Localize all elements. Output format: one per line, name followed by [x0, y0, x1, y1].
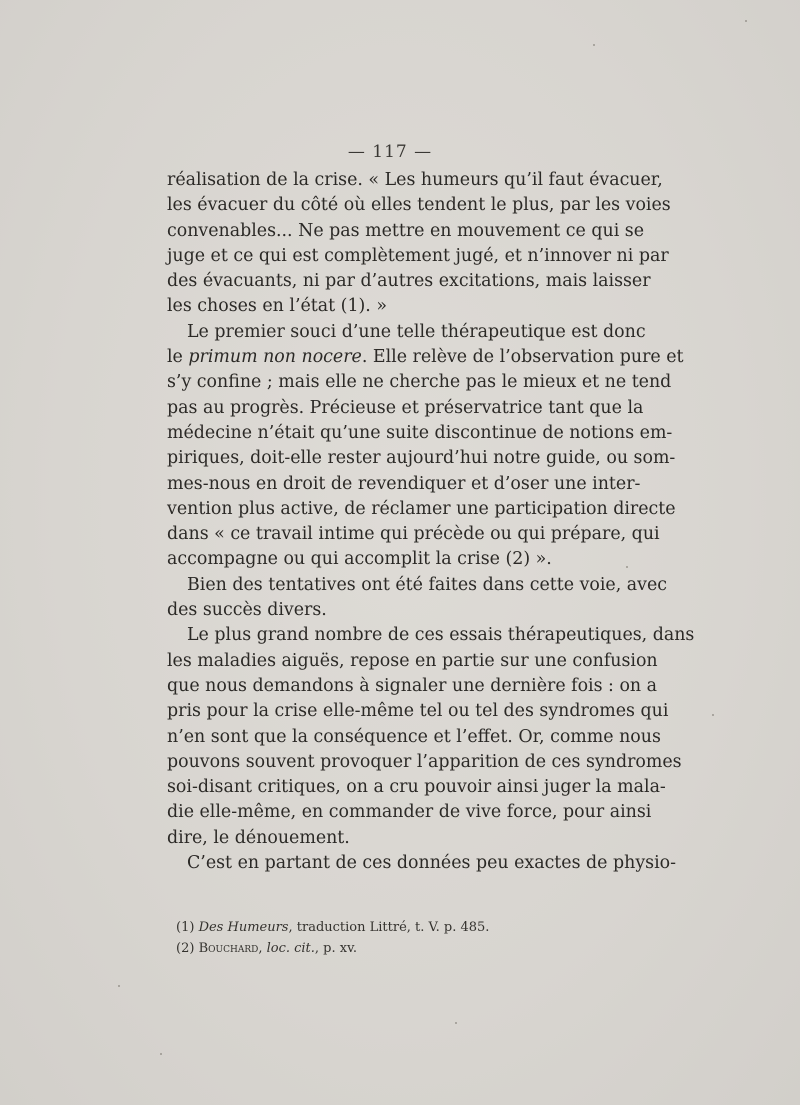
text-line: vention plus active, de réclamer une participation directe [167, 498, 676, 519]
paper-speck [593, 44, 595, 46]
text-line: médecine n’était qu’une suite discontinue de notions em- [167, 422, 673, 443]
footnote-separator: , [258, 941, 267, 956]
footnotes [176, 917, 606, 959]
text-line [167, 345, 684, 370]
text-line: die elle-même, en commander de vive force, pour ainsi [167, 802, 652, 823]
text-line: n’en sont que la conséquence et l’effet. Or, comme nous [167, 726, 661, 747]
text-line: Le plus grand nombre de ces essais thérapeutiques, dans [187, 625, 695, 646]
paper-speck [160, 1053, 162, 1055]
footnote-author: Bouchard [198, 941, 259, 956]
body-text [167, 168, 695, 876]
italic-phrase: primum non nocere [188, 347, 362, 368]
text-line: des évacuants, ni par d’autres excitations, mais laisser [167, 271, 651, 292]
text-line: pas au progrès. Précieuse et préservatrice tant que la [167, 397, 644, 418]
footnote-1 [176, 917, 606, 938]
paper-speck [118, 985, 120, 987]
text-line: les choses en l’état (1). » [167, 296, 387, 317]
text-line: les maladies aiguës, repose en partie sur une confusion [167, 650, 658, 671]
text-line: dans « ce travail intime qui précède ou qui prépare, qui [167, 524, 660, 545]
text-line: s’y confine ; mais elle ne cherche pas le mieux et ne tend [167, 372, 672, 393]
text-line: soi-disant critiques, on a cru pouvoir ainsi juger la mala- [167, 777, 666, 798]
paper-speck [626, 566, 628, 568]
text-line: des succès divers. [167, 600, 327, 621]
text-line: pouvons souvent provoquer l’apparition de ces syndromes [167, 751, 682, 772]
footnote-marker: (2) [176, 941, 195, 956]
text-segment: . Elle relève de l’observation pure et [361, 347, 684, 368]
footnote-title: Des Humeurs [198, 920, 289, 935]
text-line: pris pour la crise elle-même tel ou tel des syndromes qui [167, 701, 669, 722]
footnote-reference: loc. cit. [266, 941, 315, 956]
text-line: accompagne ou qui accomplit la crise (2) ». [167, 549, 552, 570]
text-line: que nous demandons à signaler une dernière fois : on a [167, 675, 658, 696]
footnote-marker: (1) [176, 920, 195, 935]
text-line: mes-nous en droit de revendiquer et d’oser une inter- [167, 473, 641, 494]
text-line: réalisation de la crise. « Les humeurs qu’il faut évacuer, [167, 170, 663, 190]
text-segment: le [167, 347, 189, 368]
paper-speck [712, 714, 714, 716]
paper-speck [745, 20, 747, 22]
text-line: les évacuer du côté où elles tendent le plus, par les voies [167, 195, 671, 216]
paper-speck [455, 1022, 457, 1024]
text-line: Bien des tentatives ont été faites dans cette voie, avec [187, 574, 667, 595]
text-segment: Le premier souci d’une telle thérapeutique est donc [187, 321, 646, 342]
text-line: convenables... Ne pas mettre en mouvement ce qui se [167, 220, 644, 241]
footnote-text: , p. xv. [314, 941, 358, 956]
text-line [167, 320, 646, 345]
text-line: C’est en partant de ces données peu exactes de physio- [187, 853, 676, 874]
page-number: — 117 — [347, 142, 433, 162]
text-line: dire, le dénouement. [167, 827, 350, 848]
footnote-text: , traduction Littré, t. V. p. 485. [288, 920, 490, 935]
footnote-2 [176, 938, 606, 959]
text-line: juge et ce qui est complètement jugé, et n’innover ni par [167, 245, 669, 266]
text-line: piriques, doit-elle rester aujourd’hui notre guide, ou som- [167, 448, 676, 469]
